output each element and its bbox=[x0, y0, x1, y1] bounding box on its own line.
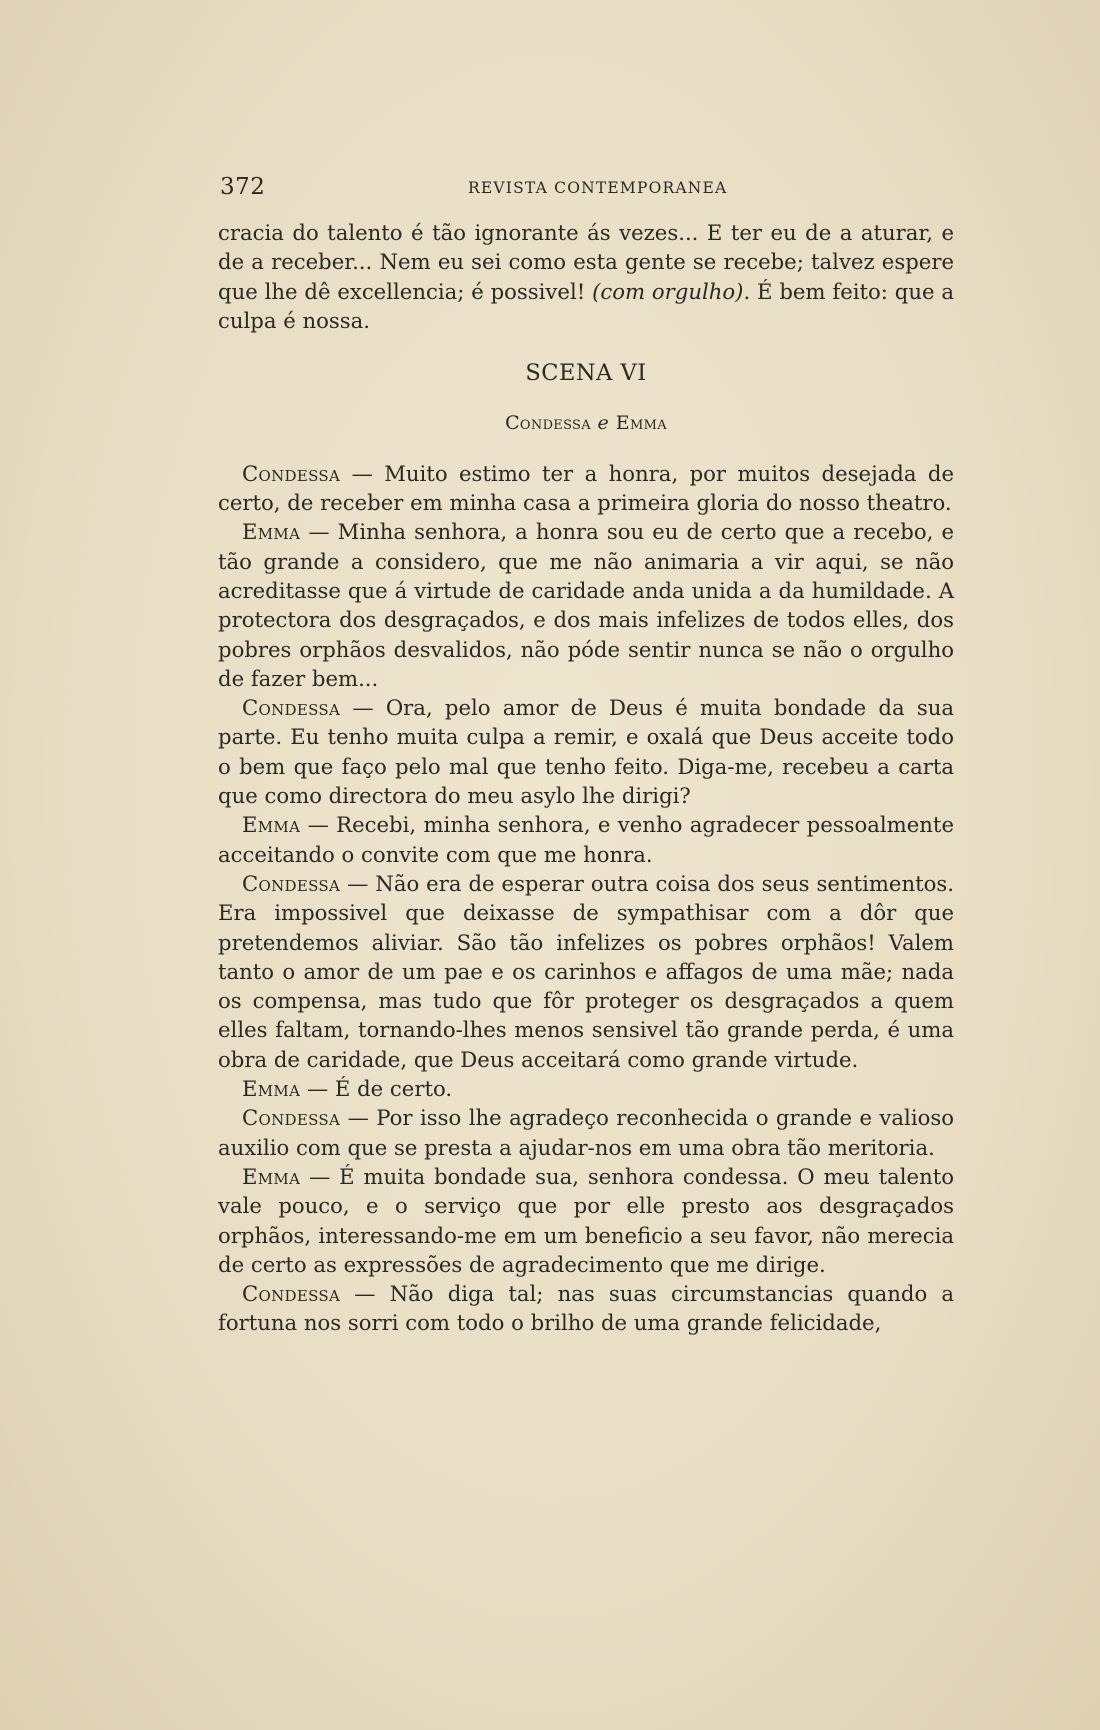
dialogue-line bbox=[218, 1162, 954, 1279]
opening-text: cracia do talento é tão ignorante ás vezes... E ter eu de a aturar, e de a receber... Nem eu sei como esta gente se recebe; talvez espere que lhe dê excellencia; é possivel! bbox=[218, 220, 954, 304]
character-name: Condessa bbox=[505, 412, 591, 435]
speech-text: Ora, pelo amor de Deus é muita bondade da sua parte. Eu tenho muita culpa a remir, e oxalá que Deus acceite todo o bem que faço pelo mal que tenho feito. Diga-me, recebeu a carta que como directora do meu asylo lhe dirigi? bbox=[218, 695, 954, 809]
speech-text: Não diga tal; nas suas circumstancias quando a fortuna nos sorri com todo o brilho de uma grande felicidade, bbox=[218, 1281, 954, 1336]
speech-text: É de certo. bbox=[334, 1076, 453, 1102]
dialogue-line bbox=[218, 1103, 954, 1162]
dash-separator: — bbox=[340, 460, 385, 486]
page-header bbox=[220, 174, 954, 204]
speaker-name: Emma bbox=[242, 1163, 301, 1189]
dialogue-line bbox=[218, 1074, 954, 1103]
speech-text: Minha senhora, a honra sou eu de certo que a recebo, e tão grande a considero, que me não animaria a vir aqui, se não acreditasse que á virtude de caridade anda unida a da humildade. A protectora dos desgraçados, e dos mais infelizes de todos elles, dos pobres orphãos desvalidos, não póde sentir nunca se não o orgulho de fazer bem... bbox=[218, 519, 954, 691]
speaker-name: Emma bbox=[242, 519, 301, 545]
speech-text: É muita bondade sua, senhora condessa. O meu talento vale pouco, e o serviço que por elle presto aos desgraçados orphãos, interessando-me em um beneficio a seu favor, não merecia de certo as expressões de agradecimento que me dirige. bbox=[218, 1163, 954, 1277]
dialogue-line bbox=[218, 693, 954, 810]
speaker-name: Emma bbox=[242, 1076, 301, 1102]
opening-text-end: . É bem feito: que a culpa é nossa. bbox=[218, 278, 954, 333]
dash-separator: — bbox=[340, 1105, 377, 1131]
dialogue-line bbox=[218, 869, 954, 1074]
character-name: Emma bbox=[615, 412, 667, 435]
dash-separator: — bbox=[340, 695, 386, 721]
dialogue-line bbox=[218, 810, 954, 869]
dash-separator: — bbox=[340, 1281, 390, 1307]
dialogue-line bbox=[218, 517, 954, 693]
dash-separator: — bbox=[340, 870, 376, 896]
running-title: REVISTA CONTEMPORANEA bbox=[468, 179, 728, 197]
dash-separator: — bbox=[300, 519, 338, 545]
dash-separator: — bbox=[300, 812, 337, 838]
scene-characters bbox=[218, 409, 954, 438]
speech-text: Muito estimo ter a honra, por muitos desejada de certo, de receber em minha casa a primeira gloria do nosso theatro. bbox=[218, 460, 954, 516]
dialogue-line bbox=[218, 1279, 954, 1338]
speech-text: Não era de esperar outra coisa dos seus sentimentos. Era impossivel que deixasse de sympathisar com a dôr que pretendemos aliviar. São tão infelizes os pobres orphãos! Valem tanto o amor de um pae e os carinhos e affagos de uma mãe; nada os compensa, mas tudo que fôr proteger os desgraçados a quem elles faltam, tornando-lhes menos sensivel tão grande perda, é uma obra de caridade, que Deus acceitará como grande virtude. bbox=[218, 870, 954, 1072]
dialogue-line bbox=[218, 459, 954, 518]
speaker-name: Condessa bbox=[242, 695, 341, 721]
dash-separator: — bbox=[300, 1163, 340, 1189]
speaker-name: Emma bbox=[242, 812, 301, 838]
speech-text: Recebi, minha senhora, e venho agradecer pessoalmente acceitando o convite com que me honra. bbox=[218, 812, 954, 867]
speech-text: Por isso lhe agradeço reconhecida o grande e valioso auxilio com que se presta a ajudar-nos em uma obra tão meritoria. bbox=[218, 1105, 954, 1160]
characters-conjunction: e bbox=[597, 412, 610, 435]
page-number: 372 bbox=[220, 174, 266, 200]
speaker-name: Condessa bbox=[242, 1105, 341, 1131]
speaker-name: Condessa bbox=[242, 460, 341, 486]
dash-separator: — bbox=[300, 1076, 335, 1102]
speaker-name: Condessa bbox=[242, 1281, 341, 1307]
body-text bbox=[218, 218, 954, 1338]
stage-direction: (com orgulho) bbox=[592, 278, 744, 304]
scene-title: SCENA VI bbox=[525, 360, 647, 387]
speaker-name: Condessa bbox=[242, 870, 341, 896]
opening-paragraph bbox=[218, 218, 954, 335]
